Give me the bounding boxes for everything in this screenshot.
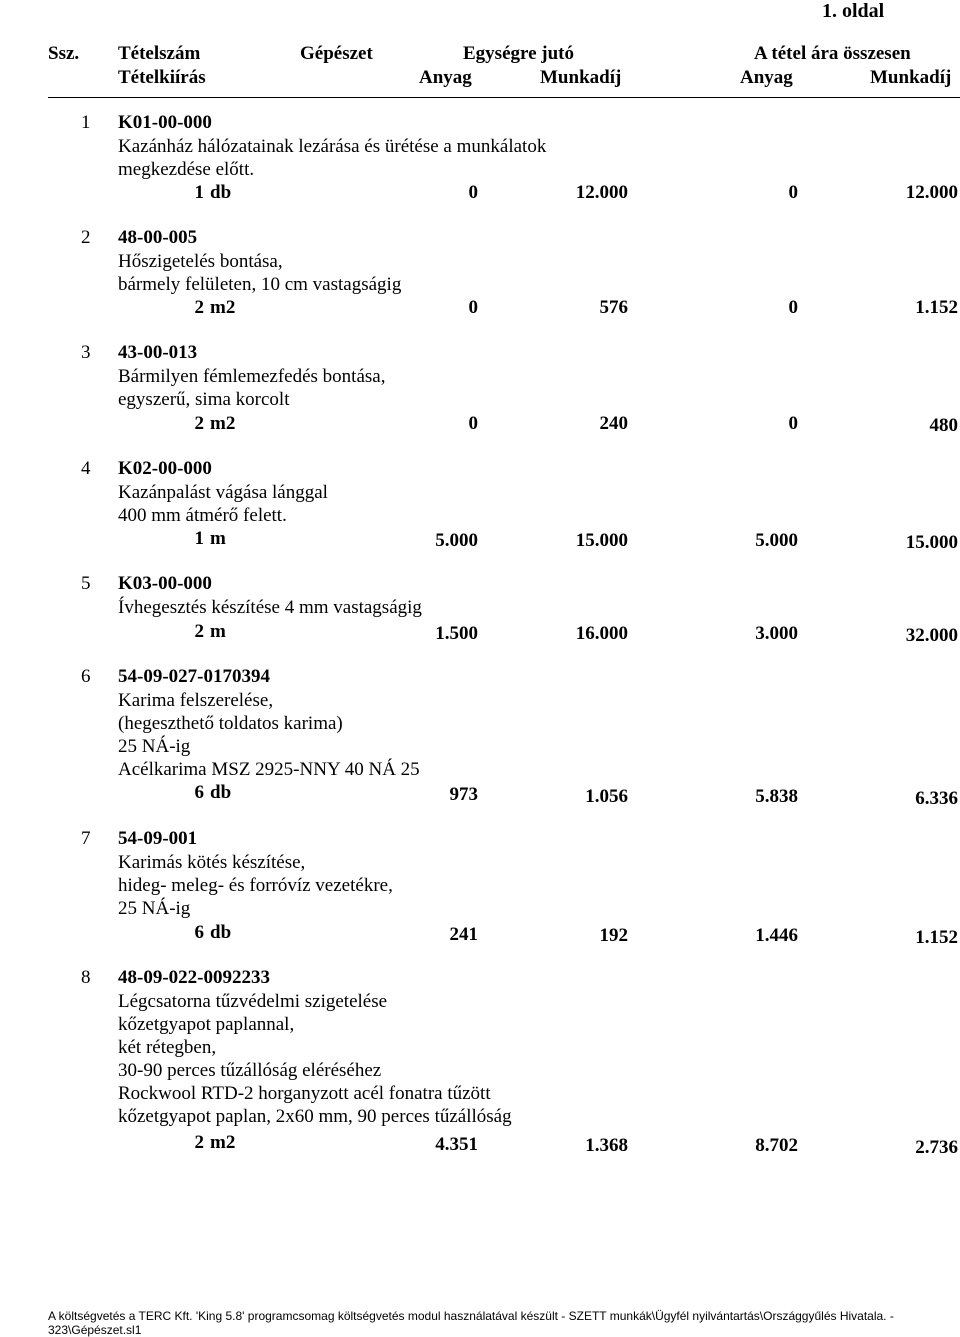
description-line: Kazánház hálózatainak lezárása és ürétése a munkálatok xyxy=(118,136,547,157)
description-line: Bármilyen fémlemezfedés bontása, xyxy=(118,366,386,387)
item-code: K01-00-000 xyxy=(118,112,212,133)
quantity-value: 2 xyxy=(194,413,204,434)
item-number: 5 xyxy=(81,573,91,594)
unit-anyag: 4.351 xyxy=(435,1134,478,1155)
unit-munkadij: 15.000 xyxy=(575,530,628,551)
total-munkadij: 32.000 xyxy=(905,625,958,646)
quantity-value: 6 xyxy=(194,922,204,943)
description-line: Acélkarima MSZ 2925-NNY 40 NÁ 25 xyxy=(118,759,420,780)
description-line: 400 mm átmérő felett. xyxy=(118,505,287,526)
quantity-unit: m2 xyxy=(210,413,236,434)
unit-anyag: 1.500 xyxy=(435,623,478,644)
unit-munkadij: 1.056 xyxy=(585,786,628,807)
unit-munkadij: 240 xyxy=(599,413,628,434)
item-description xyxy=(118,689,420,781)
item-description xyxy=(118,250,401,296)
quantity-unit: m2 xyxy=(210,297,236,318)
item-description xyxy=(118,990,512,1128)
total-munkadij: 1.152 xyxy=(915,297,958,318)
page-footer: A költségvetés a TERC Kft. 'King 5.8' programcsomag költségvetés modul használatával készült - SZETT munkák\Ügyfél nyilvántartás\Országgyűlés Hivatala. - 323\Gépészet.sl1 xyxy=(48,1309,894,1337)
total-anyag: 5.000 xyxy=(755,530,798,551)
quantity-value: 2 xyxy=(194,297,204,318)
quantity-unit: m2 xyxy=(210,1132,236,1153)
header-tetel-ara: A tétel ára összesen xyxy=(754,43,911,64)
item-description xyxy=(118,365,385,411)
header-munkadij-unit: Munkadíj xyxy=(540,67,622,88)
unit-anyag: 5.000 xyxy=(435,530,478,551)
description-line: Karimás kötés készítése, xyxy=(118,852,306,873)
total-anyag: 1.446 xyxy=(755,925,798,946)
item-description xyxy=(118,851,393,920)
quantity-unit: db xyxy=(210,782,232,803)
total-anyag: 0 xyxy=(788,182,798,203)
description-line: Karima felszerelése, xyxy=(118,690,274,711)
unit-anyag: 0 xyxy=(468,297,478,318)
total-munkadij: 12.000 xyxy=(905,182,958,203)
unit-anyag: 973 xyxy=(449,784,478,805)
header-gepeszet: Gépészet xyxy=(300,43,373,64)
item-code: 43-00-013 xyxy=(118,342,198,363)
total-anyag: 0 xyxy=(788,413,798,434)
item-code: 48-09-022-0092233 xyxy=(118,967,270,988)
quantity-unit: db xyxy=(210,182,232,203)
total-munkadij: 480 xyxy=(929,415,958,436)
item-description xyxy=(118,135,546,181)
item-code: 54-09-027-0170394 xyxy=(118,666,270,687)
unit-munkadij: 16.000 xyxy=(575,623,628,644)
description-line: kőzetgyapot paplan, 2x60 mm, 90 perces tűzállóság xyxy=(118,1106,512,1127)
description-line: Hőszigetelés bontása, xyxy=(118,251,283,272)
header-ssz: Ssz. xyxy=(48,43,80,64)
unit-anyag: 0 xyxy=(468,413,478,434)
item-code: K03-00-000 xyxy=(118,573,212,594)
item-description xyxy=(118,596,422,619)
description-line: Kazánpalást vágása lánggal xyxy=(118,482,328,503)
unit-munkadij: 12.000 xyxy=(575,182,628,203)
item-code: K02-00-000 xyxy=(118,458,212,479)
quantity-value: 2 xyxy=(194,621,204,642)
description-line: megkezdése előtt. xyxy=(118,159,255,180)
unit-munkadij: 576 xyxy=(599,297,628,318)
description-line: hideg- meleg- és forróvíz vezetékre, xyxy=(118,875,393,896)
header-egysegre-juto: Egységre jutó xyxy=(463,43,574,64)
unit-anyag: 241 xyxy=(449,924,478,945)
unit-munkadij: 1.368 xyxy=(585,1135,628,1156)
total-munkadij: 6.336 xyxy=(915,788,958,809)
item-number: 2 xyxy=(81,227,91,248)
item-number: 4 xyxy=(81,458,91,479)
total-anyag: 3.000 xyxy=(755,623,798,644)
quantity-value: 1 xyxy=(194,182,204,203)
unit-anyag: 0 xyxy=(468,182,478,203)
header-rule xyxy=(48,97,960,98)
description-line: kőzetgyapot paplannal, xyxy=(118,1014,295,1035)
item-number: 1 xyxy=(81,112,91,133)
quantity-unit: m xyxy=(210,621,226,642)
description-line: Ívhegesztés készítése 4 mm vastagságig xyxy=(118,597,422,618)
description-line: (hegeszthető toldatos karima) xyxy=(118,713,343,734)
description-line: két rétegben, xyxy=(118,1037,217,1058)
description-line: egyszerű, sima korcolt xyxy=(118,389,290,410)
item-code: 54-09-001 xyxy=(118,828,198,849)
header-munkadij-total: Munkadíj xyxy=(870,67,952,88)
header-tetelkiiras: Tételkiírás xyxy=(118,67,206,88)
header-anyag-total: Anyag xyxy=(740,67,793,88)
total-anyag: 0 xyxy=(788,297,798,318)
total-anyag: 8.702 xyxy=(755,1135,798,1156)
header-anyag-unit: Anyag xyxy=(419,67,472,88)
item-number: 3 xyxy=(81,342,91,363)
description-line: Légcsatorna tűzvédelmi szigetelése xyxy=(118,991,388,1012)
description-line: 25 NÁ-ig xyxy=(118,898,191,919)
unit-munkadij: 192 xyxy=(599,925,628,946)
quantity-unit: db xyxy=(210,922,232,943)
item-number: 8 xyxy=(81,967,91,988)
quantity-unit: m xyxy=(210,528,226,549)
item-number: 6 xyxy=(81,666,91,687)
item-description xyxy=(118,481,328,527)
quantity-value: 6 xyxy=(194,782,204,803)
description-line: 25 NÁ-ig xyxy=(118,736,191,757)
total-munkadij: 1.152 xyxy=(915,927,958,948)
page-number: 1. oldal xyxy=(822,0,885,22)
description-line: bármely felületen, 10 cm vastagságig xyxy=(118,274,402,295)
total-munkadij: 2.736 xyxy=(915,1137,958,1158)
description-line: 30-90 perces tűzállóság eléréséhez xyxy=(118,1060,382,1081)
description-line: Rockwool RTD-2 horganyzott acél fonatra tűzött xyxy=(118,1083,491,1104)
quantity-value: 1 xyxy=(194,528,204,549)
item-code: 48-00-005 xyxy=(118,227,198,248)
total-munkadij: 15.000 xyxy=(905,532,958,553)
header-tetelszam: Tételszám xyxy=(118,43,201,64)
quantity-value: 2 xyxy=(194,1132,204,1153)
item-number: 7 xyxy=(81,828,91,849)
total-anyag: 5.838 xyxy=(755,786,798,807)
